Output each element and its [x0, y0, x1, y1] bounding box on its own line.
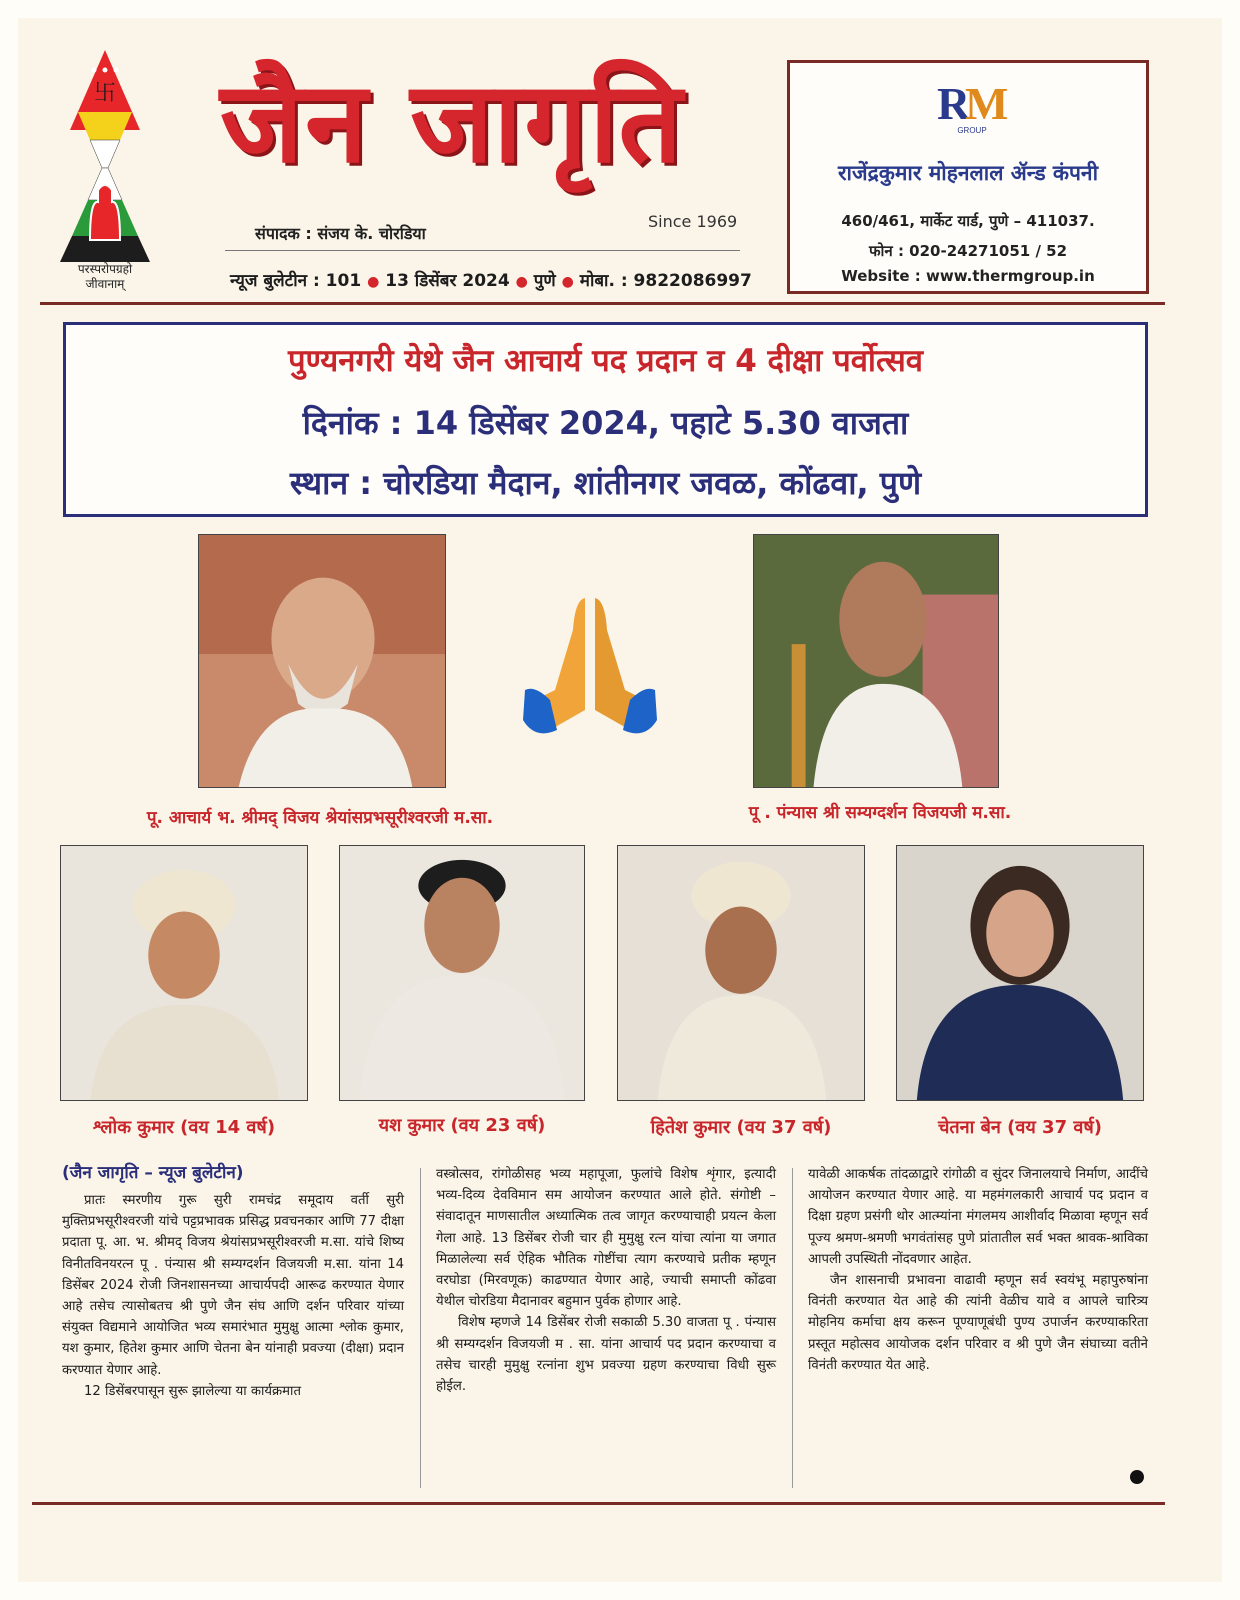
top-divider	[40, 302, 1165, 305]
svg-text:卐: 卐	[93, 81, 117, 106]
acharya-photo	[198, 534, 446, 788]
article-paragraph: वस्त्रोत्सव, रांगोळीसह भव्य महापूजा, फुलांचे विशेष शृंगार, इत्यादी भव्य-दिव्य देवविमान सम आयोजन करण्यात आले होते. संगोष्टी – संवादातून माणसातील अध्यात्मिक तत्व जागृत करण्याचाही प्रयत्न केला गेला आहे. 13 डिसेंबर रोजी चार ही मुमुक्षु रत्न यांचा त्यांना या जगात मिळालेल्या सर्व ऐहिक भौतिक गोष्टींचा त्याग करण्याचे प्रतीक म्हणून वरघोडा (मिरवणूक) काढण्यात येणार आहे, ज्याची समाप्ती कोंढवा येथील चोरडिया मैदानावर बहुमान पुर्वक होणार आहे.	[436, 1167, 776, 1310]
article-byline: (जैन जागृति – न्यूज बुलेटीन)	[62, 1163, 244, 1183]
diksharthi-photo-shlok	[60, 845, 308, 1101]
article-paragraph: यावेळी आकर्षक तांदळाद्वारे रांगोळी व सुंदर जिनालयाचे निर्माण, आदींचे आयोजन करण्यात येणार आहे. या महमंगलकारी आचार्य पद प्रदान व दिक्षा ग्रहण प्रसंगी थोर आत्म्यांना मंगलमय आशीर्वाद मिळावा म्हणून सर्व पूज्य श्रमण-श्रमणी भगवंतांसह पुणे प्रांतातील सर्व भक्त श्रावक-श्राविका आपली उपस्थिती नोंदवणार आहेत.	[808, 1167, 1148, 1267]
ad-website: Website : www.thermgroup.in	[841, 267, 1095, 285]
ad-company-name: राजेंद्रकुमार मोहनलाल ॲन्ड कंपनी	[837, 160, 1099, 185]
sponsor-ad-box	[787, 60, 1149, 294]
article-paragraph: प्रातः स्मरणीय गुरू सुरी रामचंद्र समूदाय वर्ती सुरी मुक्तिप्रभसूरीश्वरजी यांचे पट्टप्रभावक प्रसिद्ध प्रवचनकार आणि 77 दीक्षा प्रदाता पू. आ. भ. श्रीमद् विजय श्रेयांसप्रभसूरीश्वरजी म.सा. यांचे शिष्य विनीतविनयरत्न पू . पंन्यास श्री सम्यग्दर्शन विजयजी म.सा. यांना 14 डिसेंबर 2024 रोजी जिनशासनच्या आचार्यपदी आरूढ करण्यात येणार आहे तसेच त्यासोबतच श्री पुणे जैन संघ आणि दर्शन परिवार यांच्या संयुक्त विद्यमाने आयोजित भव्य समारंभात मुमुक्षु आत्मा श्लोक कुमार, यश कुमार, हितेश कुमार आणि चेतना बेन यांनाही प्रवज्या (दीक्षा) प्रदान करण्यात येणार आहे.	[62, 1193, 404, 1378]
column-rule	[420, 1168, 421, 1488]
article-column-3	[808, 1164, 1148, 1376]
acharya-caption: पू. आचार्य भ. श्रीमद् विजय श्रेयांसप्रभसूरीश्वरजी म.सा.	[146, 808, 494, 828]
svg-text:M: M	[965, 78, 1009, 129]
headline-venue: स्थान : चोरडिया मैदान, शांतीनगर जवळ, कोंढवा, पुणे	[289, 464, 922, 502]
newspaper-title: जैन जागृति	[220, 57, 685, 188]
headline-box	[63, 322, 1148, 517]
svg-text:R: R	[937, 78, 971, 129]
article-column-1	[62, 1190, 404, 1402]
bulletin-info-line: न्यूज बुलेटीन : 101 ● 13 डिसेंबर 2024 ● पुणे ● मोबा. : 9822086997	[230, 271, 752, 291]
panyas-caption: पू . पंन्यास श्री सम्यग्दर्शन विजयजी म.सा.	[748, 803, 1012, 823]
jain-symbol-logo	[50, 40, 160, 270]
ad-phone: फोन : 020-24271051 / 52	[868, 242, 1068, 260]
diksharthi-caption-chetana: चेतना बेन (वय 37 वर्ष)	[937, 1117, 1103, 1138]
column-rule	[792, 1168, 793, 1488]
editor-line: संपादक : संजय के. चोरडिया	[255, 224, 426, 243]
ornament-rule	[225, 250, 740, 251]
diksharthi-photo-yash	[339, 845, 585, 1101]
folded-hands-icon	[515, 590, 665, 740]
ad-address: 460/461, मार्केट यार्ड, पुणे – 411037.	[841, 212, 1095, 230]
since-label: Since 1969	[648, 212, 738, 231]
diksharthi-photo-chetana	[896, 845, 1144, 1101]
panyas-photo	[753, 534, 999, 788]
diksharthi-caption-yash: यश कुमार (वय 23 वर्ष)	[378, 1115, 546, 1136]
bottom-divider	[32, 1502, 1165, 1505]
article-paragraph: विशेष म्हणजे 14 डिसेंबर रोजी सकाळी 5.30 वाजता पू . पंन्यास श्री सम्यग्दर्शन विजयजी म . सा. यांना आचार्य पद प्रदान करण्याचा व तसेच चारही मुमुक्षु रत्नांना शुभ प्रवज्या ग्रहण करण्याचा विधी सुरू होईल.	[436, 1315, 776, 1395]
diksharthi-caption-hitesh: हितेश कुमार (वय 37 वर्ष)	[650, 1117, 832, 1138]
article-paragraph: जैन शासनाची प्रभावना वाढावी म्हणून सर्व स्वयंभू महापुरुषांना विनंती करण्यात येत आहे की त्यांनी वेळीच यावे व आपले चारित्र्य मोहनिय कर्माचा क्षय करून पूण्याणूबंधी पुण्य उपार्जन करण्याकरिता प्रस्तूत महोत्सव आयोजक दर्शन परिवार व श्री पुणे जैन संघाच्या वतीने विनंती करण्यात येत आहे.	[808, 1273, 1148, 1373]
headline: पुण्यनगरी येथे जैन आचार्य पद प्रदान व 4 दीक्षा पर्वोत्सव	[287, 343, 924, 379]
end-mark	[1130, 1470, 1144, 1484]
svg-text:GROUP: GROUP	[957, 126, 987, 135]
diksharthi-photo-hitesh	[617, 845, 865, 1101]
article-column-2	[436, 1164, 776, 1397]
article-paragraph: 12 डिसेंबरपासून सुरू झालेल्या या कार्यक्रमात	[84, 1383, 301, 1399]
diksharthi-caption-shlok: श्लोक कुमार (वय 14 वर्ष)	[92, 1117, 276, 1138]
logo-motto: परस्परोपग्रहो जीवानाम्	[77, 262, 133, 291]
headline-date: दिनांक : 14 डिसेंबर 2024, पहाटे 5.30 वाजता	[302, 404, 909, 442]
rm-group-logo	[935, 75, 1009, 135]
